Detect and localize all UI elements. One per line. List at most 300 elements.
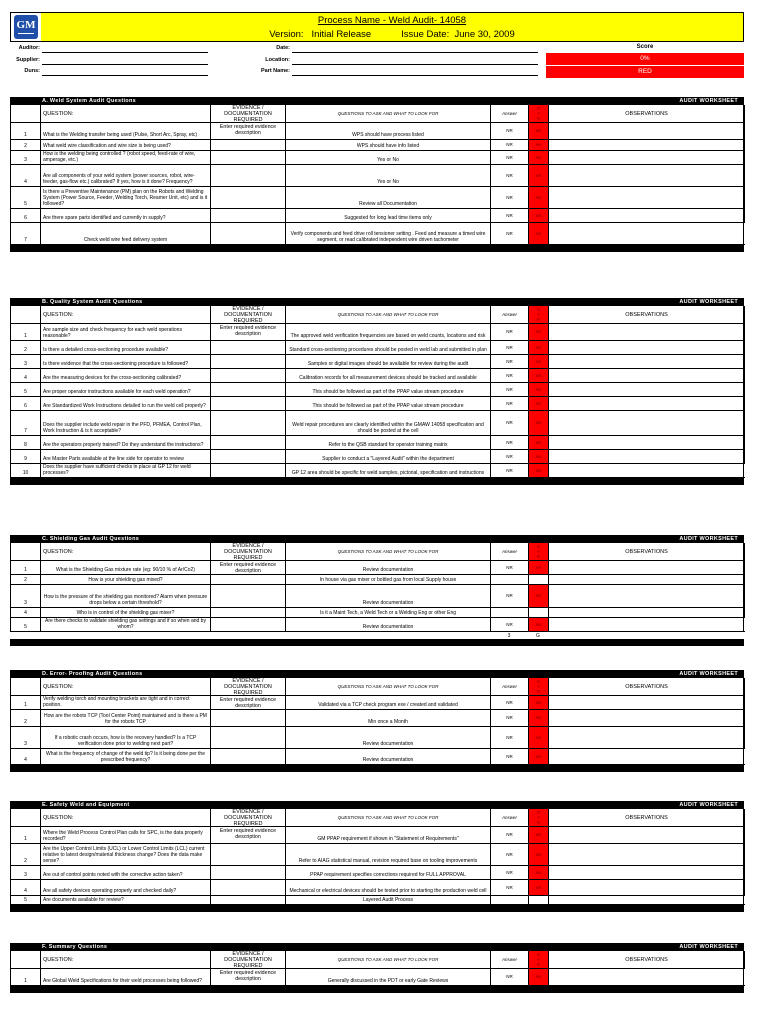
answer-header: Answer: [491, 951, 529, 969]
look-for-text: Review all Documentation: [286, 187, 491, 209]
evidence-field[interactable]: [211, 223, 286, 245]
observations-field[interactable]: [549, 866, 745, 880]
evidence-field[interactable]: [211, 710, 286, 727]
question-text: How is your shielding gas mixed?: [41, 575, 211, 585]
evidence-field[interactable]: Enter required evidence description: [211, 561, 286, 575]
evidence-field[interactable]: [211, 618, 286, 632]
section-title: C. Shielding Gas Audit Questions: [42, 536, 140, 542]
observations-field[interactable]: [549, 411, 745, 436]
gyr-cell: NR: [529, 165, 549, 187]
row-number: 6: [11, 209, 41, 223]
observations-field[interactable]: [549, 618, 745, 632]
evidence-field[interactable]: [211, 187, 286, 209]
gm-logo-text: GM: [16, 19, 36, 31]
look-for-text: GM PPAP requirement if shown in "Statement of Requirements": [286, 827, 491, 844]
section-header: [10, 97, 744, 105]
question-header: QUESTION:: [41, 105, 211, 123]
supplier-label-wrap: [0, 57, 40, 65]
section-footer-bar: [10, 765, 744, 772]
question-table: [10, 105, 744, 245]
evidence-field[interactable]: [211, 464, 286, 478]
date-label: Date:: [276, 45, 290, 51]
question-header: QUESTION:: [41, 543, 211, 561]
question-header: QUESTION:: [41, 809, 211, 827]
question-text: Is there evidence that the cross-sectioning procedure is followed?: [41, 355, 211, 369]
evidence-field[interactable]: Enter required evidence description: [211, 696, 286, 710]
observations-field[interactable]: [549, 123, 745, 140]
issue-date-value: June 30, 2009: [454, 29, 515, 40]
gyr-cell: NR: [529, 187, 549, 209]
look-for-header: QUESTIONS TO ASK AND WHAT TO LOOK FOR: [286, 951, 491, 969]
row-number: 3: [11, 866, 41, 880]
question-text: Who is in control of the shielding gas mixer?: [41, 608, 211, 618]
evidence-field[interactable]: [211, 209, 286, 223]
look-for-text: PPAP requirement specifies corrections required for FULL APPROVAL: [286, 866, 491, 880]
question-text: How are the robots TCP (Tool Center Point) maintained and is there a PM for the robots TCP: [41, 710, 211, 727]
look-for-text: Yes or No: [286, 165, 491, 187]
section-a: [10, 97, 744, 252]
auditor-label: Auditor:: [18, 45, 40, 51]
observations-field[interactable]: [549, 464, 745, 478]
observations-field[interactable]: [549, 585, 745, 608]
answer-header: Answer: [491, 105, 529, 123]
answer-cell[interactable]: NR: [491, 165, 529, 187]
row-number: 3: [11, 727, 41, 749]
answer-cell[interactable]: NR: [491, 151, 529, 165]
num-header: [11, 306, 41, 324]
question-text: Are the measuring devices for the cross-sectioning calibrated?: [41, 369, 211, 383]
worksheet-label: AUDIT WORKSHEET: [679, 944, 738, 950]
observations-field[interactable]: [549, 575, 745, 585]
evidence-field[interactable]: Enter required evidence description: [211, 123, 286, 140]
evidence-header: EVIDENCE / DOCUMENTATION REQUIRED: [211, 809, 286, 827]
question-table: [10, 951, 744, 986]
evidence-field[interactable]: [211, 369, 286, 383]
question-text: Is there a detailed cross-sectioning procedure available?: [41, 341, 211, 355]
tally-blank: [10, 632, 40, 639]
title-line: [41, 15, 743, 26]
row-number: 1: [11, 324, 41, 341]
question-header: QUESTION:: [41, 306, 211, 324]
tally-blank: [548, 632, 744, 639]
gyr-header: [529, 306, 549, 324]
score-value: 0%: [546, 53, 744, 65]
evidence-field[interactable]: [211, 608, 286, 618]
evidence-field[interactable]: [211, 436, 286, 450]
evidence-field[interactable]: [211, 383, 286, 397]
gyr-cell: NR: [529, 561, 549, 575]
observations-field[interactable]: [549, 165, 745, 187]
answer-cell[interactable]: NR: [491, 844, 529, 866]
evidence-field[interactable]: [211, 866, 286, 880]
gyr-cell: NR: [529, 397, 549, 411]
question-table: [10, 678, 744, 765]
num-header: [11, 678, 41, 696]
gyr-letter: G: [536, 544, 541, 549]
look-for-text: Is it a Maint Tech, a Weld Tech or a Welding Eng or other Eng: [286, 608, 491, 618]
answer-cell[interactable]: NR: [491, 866, 529, 880]
worksheet-label: AUDIT WORKSHEET: [679, 802, 738, 808]
section-footer-bar: [10, 905, 744, 912]
look-for-header: QUESTIONS TO ASK AND WHAT TO LOOK FOR: [286, 809, 491, 827]
row-number: 5: [11, 383, 41, 397]
observations-field[interactable]: [549, 223, 745, 245]
observations-field[interactable]: [549, 140, 745, 151]
answer-cell[interactable]: NR: [491, 123, 529, 140]
answer-cell[interactable]: NR: [491, 369, 529, 383]
gyr-letter: G: [536, 810, 541, 815]
look-for-text: Min once a Month: [286, 710, 491, 727]
row-number: 1: [11, 561, 41, 575]
gyr-cell: NR: [529, 969, 549, 986]
evidence-field[interactable]: [211, 397, 286, 411]
row-number: 7: [11, 411, 41, 436]
observations-field[interactable]: [549, 749, 745, 765]
look-for-header: QUESTIONS TO ASK AND WHAT TO LOOK FOR: [286, 306, 491, 324]
answer-cell[interactable]: NR: [491, 383, 529, 397]
row-number: 3: [11, 355, 41, 369]
duns-field[interactable]: [42, 75, 208, 76]
gyr-header: [529, 678, 549, 696]
look-for-text: Weld repair procedures are clearly identified within the GMAW 14058 specification and should be posted at the cell: [286, 411, 491, 436]
version-line: [41, 29, 743, 40]
answer-cell[interactable]: NR: [491, 749, 529, 765]
look-for-text: Refer to the QSB standard for operator training matrix: [286, 436, 491, 450]
look-for-text: Refer to AIAG statistical manual, revision required base on tooling improvements: [286, 844, 491, 866]
observations-header: OBSERVATIONS: [549, 951, 745, 969]
spacer: [371, 29, 401, 40]
score-label: Score: [636, 44, 654, 50]
answer-cell[interactable]: NR: [491, 355, 529, 369]
evidence-field[interactable]: [211, 575, 286, 585]
evidence-field[interactable]: [211, 844, 286, 866]
question-text: Are Global Weld Specifications for their weld processes being followed?: [41, 969, 211, 986]
question-text: Are the Upper Control Limits (UCL) or Lower Control Limits (LCL) current relative to latest design/material thickness change? Does the data make sense?: [41, 844, 211, 866]
evidence-field[interactable]: [211, 151, 286, 165]
look-for-text: Validated via a TCP check program exe / created and validated: [286, 696, 491, 710]
observations-field[interactable]: [549, 896, 745, 905]
duns-label-wrap: [0, 68, 40, 76]
question-text: Are all safety devices operating properly and checked daily?: [41, 880, 211, 896]
question-text: Are there spare parts identified and currently in supply?: [41, 209, 211, 223]
answer-cell[interactable]: NR: [491, 223, 529, 245]
gyr-letter: G: [536, 679, 541, 684]
answer-cell[interactable]: NR: [491, 827, 529, 844]
answer-cell[interactable]: NR: [491, 696, 529, 710]
gyr-letter: R: [536, 689, 541, 694]
gyr-cell: NR: [529, 880, 549, 896]
answer-cell[interactable]: [491, 896, 529, 905]
question-text: Does the supplier include weld repair in the PFD, PFMEA, Control Plan, Work Instruction & is it acceptable?: [41, 411, 211, 436]
observations-field[interactable]: [549, 324, 745, 341]
look-for-text: In house via gas mixer or bottled gas from local Supply house: [286, 575, 491, 585]
answer-cell[interactable]: [491, 575, 529, 585]
answer-cell[interactable]: NR: [491, 436, 529, 450]
row-number: 2: [11, 844, 41, 866]
look-for-text: Yes or No: [286, 151, 491, 165]
row-number: 1: [11, 969, 41, 986]
worksheet-label: AUDIT WORKSHEET: [679, 536, 738, 542]
num-header: [11, 809, 41, 827]
gyr-letter: G: [536, 952, 541, 957]
gyr-letter: G: [536, 307, 541, 312]
observations-field[interactable]: [549, 209, 745, 223]
tally-blank: [285, 632, 490, 639]
gyr-cell: NR: [529, 223, 549, 245]
question-text: Are Master Parts available at the line side for operator to review: [41, 450, 211, 464]
observations-field[interactable]: [549, 969, 745, 986]
look-for-text: Mechanical or electrical devices should be tested prior to starting the production weld cell: [286, 880, 491, 896]
issue-date-label: Issue Date:: [401, 29, 450, 40]
evidence-field[interactable]: [211, 165, 286, 187]
look-for-text: WPS should have info listed: [286, 140, 491, 151]
evidence-field[interactable]: Enter required evidence description: [211, 324, 286, 341]
gyr-letter: Y: [536, 957, 540, 962]
section-f: [10, 943, 744, 993]
question-text: Where the Weld Process Control Plan calls for SPC, is the data properly recorded?: [41, 827, 211, 844]
location-label-wrap: [250, 57, 290, 65]
gyr-cell: NR: [529, 355, 549, 369]
observations-field[interactable]: [549, 608, 745, 618]
answer-cell[interactable]: NR: [491, 209, 529, 223]
section-footer-bar: [10, 639, 744, 646]
evidence-header: EVIDENCE / DOCUMENTATION REQUIRED: [211, 306, 286, 324]
answer-cell[interactable]: NR: [491, 450, 529, 464]
section-title: B. Quality System Audit Questions: [42, 299, 143, 305]
location-field[interactable]: [292, 64, 538, 65]
look-for-text: Calibration records for all measurement devices should be tracked and available: [286, 369, 491, 383]
question-text: Are all components of your weld system (power sources, robot, wire-feeder, gas-flow etc.) calibrated? If yes, how is it done? Frequency?: [41, 165, 211, 187]
gyr-cell: NR: [529, 369, 549, 383]
gyr-cell: NR: [529, 383, 549, 397]
worksheet-label: AUDIT WORKSHEET: [679, 98, 738, 104]
observations-field[interactable]: [549, 880, 745, 896]
gyr-letter: R: [536, 317, 541, 322]
auditor-field[interactable]: [42, 52, 208, 53]
look-for-text: Layered Audit Process: [286, 896, 491, 905]
observations-field[interactable]: [549, 369, 745, 383]
evidence-field[interactable]: [211, 140, 286, 151]
question-table: [10, 306, 744, 478]
observations-field[interactable]: [549, 151, 745, 165]
evidence-field[interactable]: [211, 749, 286, 765]
evidence-field[interactable]: [211, 880, 286, 896]
row-number: 2: [11, 140, 41, 151]
question-text: Are Standardized Work Instructions detailed to run the weld cell properly?: [41, 397, 211, 411]
evidence-field[interactable]: Enter required evidence description: [211, 827, 286, 844]
tally-grade: G: [536, 632, 540, 639]
observations-field[interactable]: [549, 561, 745, 575]
evidence-field[interactable]: [211, 341, 286, 355]
gyr-cell: [529, 608, 549, 618]
answer-cell[interactable]: NR: [491, 464, 529, 478]
gyr-cell: NR: [529, 464, 549, 478]
question-text: Are the operators properly trained? Do they understand the instructions?: [41, 436, 211, 450]
version-value: Initial Release: [311, 29, 372, 40]
observations-header: OBSERVATIONS: [549, 809, 745, 827]
look-for-text: This should be followed as part of the PPAP value stream procedure: [286, 397, 491, 411]
gyr-cell: NR: [529, 324, 549, 341]
gyr-cell: NR: [529, 151, 549, 165]
answer-cell[interactable]: NR: [491, 324, 529, 341]
observations-field[interactable]: [549, 436, 745, 450]
section-header: [10, 298, 744, 306]
evidence-field[interactable]: [211, 411, 286, 436]
section-title: E. Safety Weld and Equipment: [42, 802, 130, 808]
question-text: Are there checks to validate shielding gas settings and if so when and by whom?: [41, 618, 211, 632]
gyr-letter: G: [536, 106, 541, 111]
gyr-cell: NR: [529, 696, 549, 710]
supplier-field[interactable]: [42, 64, 208, 65]
look-for-text: Generally discussed in the PDT or early Gate Reviews: [286, 969, 491, 986]
evidence-header: EVIDENCE / DOCUMENTATION REQUIRED: [211, 105, 286, 123]
observations-field[interactable]: [549, 727, 745, 749]
gyr-cell: NR: [529, 450, 549, 464]
section-footer-bar: [10, 245, 744, 252]
observations-field[interactable]: [549, 341, 745, 355]
duns-label: Duns:: [24, 68, 40, 74]
look-for-text: Verify components and feed drive roll tensioner setting . Feed and measure a timed wire segment, or read calibrated independent wire driven tachometer: [286, 223, 491, 245]
row-number: 1: [11, 123, 41, 140]
answer-cell[interactable]: NR: [491, 397, 529, 411]
gyr-cell: NR: [529, 411, 549, 436]
gyr-letter: Y: [536, 111, 540, 116]
look-for-text: Samples or digital images should be available for review during the audit: [286, 355, 491, 369]
observations-field[interactable]: [549, 844, 745, 866]
gyr-header: [529, 951, 549, 969]
process-title: Process Name - Weld Audit- 14058: [317, 15, 467, 26]
question-text: How is the pressure of the shielding gas monitored? Alarm when pressure drops below a certain threshold?: [41, 585, 211, 608]
question-text: How is the welding being controlled ? (robot speed, feed-rate of wire, amperage, etc.): [41, 151, 211, 165]
look-for-text: Suggested for long lead time items only: [286, 209, 491, 223]
gyr-letter: R: [536, 116, 541, 121]
gyr-cell: NR: [529, 749, 549, 765]
observations-field[interactable]: [549, 383, 745, 397]
section-header: [10, 670, 744, 678]
section-d: [10, 670, 744, 772]
row-number: 5: [11, 187, 41, 209]
evidence-field[interactable]: [211, 896, 286, 905]
observations-field[interactable]: [549, 187, 745, 209]
evidence-field[interactable]: [211, 450, 286, 464]
look-for-text: Review documentation: [286, 749, 491, 765]
observations-header: OBSERVATIONS: [549, 105, 745, 123]
row-number: 4: [11, 749, 41, 765]
answer-cell[interactable]: NR: [491, 140, 529, 151]
observations-field[interactable]: [549, 355, 745, 369]
section-tally-row: [10, 632, 744, 639]
num-header: [11, 543, 41, 561]
answer-cell[interactable]: NR: [491, 727, 529, 749]
look-for-text: WPS should have process listed: [286, 123, 491, 140]
section-header: [10, 535, 744, 543]
evidence-field[interactable]: Enter required evidence description: [211, 969, 286, 986]
section-title: D. Error- Proofing Audit Questions: [42, 671, 143, 677]
look-for-text: Review documentation: [286, 618, 491, 632]
question-text: Are out of control points noted with the corrective action taken?: [41, 866, 211, 880]
evidence-header: EVIDENCE / DOCUMENTATION REQUIRED: [211, 951, 286, 969]
row-number: 8: [11, 436, 41, 450]
look-for-text: Review documentation: [286, 727, 491, 749]
look-for-header: QUESTIONS TO ASK AND WHAT TO LOOK FOR: [286, 543, 491, 561]
date-field[interactable]: [292, 52, 538, 53]
row-number: 1: [11, 827, 41, 844]
observations-field[interactable]: [549, 397, 745, 411]
gyr-cell: NR: [529, 585, 549, 608]
row-number: 6: [11, 397, 41, 411]
question-text: What is the Shielding Gas mixture rate (eg: 90/10 % of Ar/Co2): [41, 561, 211, 575]
section-header: [10, 801, 744, 809]
look-for-text: Review documentation: [286, 561, 491, 575]
answer-cell[interactable]: [491, 608, 529, 618]
question-text: Are proper operator instructions available for each weld operation?: [41, 383, 211, 397]
answer-cell[interactable]: NR: [491, 187, 529, 209]
observations-header: OBSERVATIONS: [549, 306, 745, 324]
gyr-cell: NR: [529, 209, 549, 223]
question-text: Does the supplier have sufficient checks in place at GP 12 for weld processes?: [41, 464, 211, 478]
gyr-cell: NR: [529, 618, 549, 632]
answer-cell[interactable]: NR: [491, 585, 529, 608]
evidence-field[interactable]: [211, 355, 286, 369]
question-header: QUESTION:: [41, 678, 211, 696]
tally-count: 3: [507, 632, 511, 639]
tally-blank: [210, 632, 285, 639]
observations-field[interactable]: [549, 450, 745, 464]
answer-cell[interactable]: NR: [491, 618, 529, 632]
gyr-cell: NR: [529, 844, 549, 866]
num-header: [11, 105, 41, 123]
gyr-cell: NR: [529, 123, 549, 140]
answer-cell[interactable]: NR: [491, 880, 529, 896]
row-number: 2: [11, 710, 41, 727]
gyr-cell: [529, 575, 549, 585]
look-for-text: GP 12 area should be specific for weld samples, pictorial, specification and instructions: [286, 464, 491, 478]
question-text: What is the Welding transfer being used (Pulse, Short Arc, Spray, etc): [41, 123, 211, 140]
observations-field[interactable]: [549, 827, 745, 844]
answer-cell[interactable]: NR: [491, 561, 529, 575]
evidence-field[interactable]: [211, 727, 286, 749]
evidence-header: EVIDENCE / DOCUMENTATION REQUIRED: [211, 678, 286, 696]
part-name-label-wrap: [250, 68, 290, 76]
question-text: Check weld wire feed delivery system: [41, 223, 211, 245]
auditor-label-wrap: [0, 45, 40, 53]
gyr-cell: NR: [529, 866, 549, 880]
observations-field[interactable]: [549, 696, 745, 710]
evidence-field[interactable]: [211, 585, 286, 608]
gyr-letter: R: [536, 554, 541, 559]
row-number: 7: [11, 223, 41, 245]
gyr-letter: Y: [536, 312, 540, 317]
section-header: [10, 943, 744, 951]
answer-cell[interactable]: NR: [491, 710, 529, 727]
answer-cell[interactable]: NR: [491, 969, 529, 986]
row-number: 5: [11, 618, 41, 632]
evidence-header: EVIDENCE / DOCUMENTATION REQUIRED: [211, 543, 286, 561]
answer-cell[interactable]: NR: [491, 341, 529, 355]
observations-field[interactable]: [549, 710, 745, 727]
row-number: 2: [11, 575, 41, 585]
title-cell: [41, 13, 743, 41]
version-label: Version:: [269, 29, 304, 40]
part-name-field[interactable]: [292, 75, 538, 76]
gyr-letter: R: [536, 820, 541, 825]
question-text: Are documents available for review?: [41, 896, 211, 905]
answer-cell[interactable]: NR: [491, 411, 529, 436]
observations-header: OBSERVATIONS: [549, 678, 745, 696]
gyr-header: [529, 543, 549, 561]
answer-header: Answer: [491, 306, 529, 324]
section-c: [10, 535, 744, 646]
